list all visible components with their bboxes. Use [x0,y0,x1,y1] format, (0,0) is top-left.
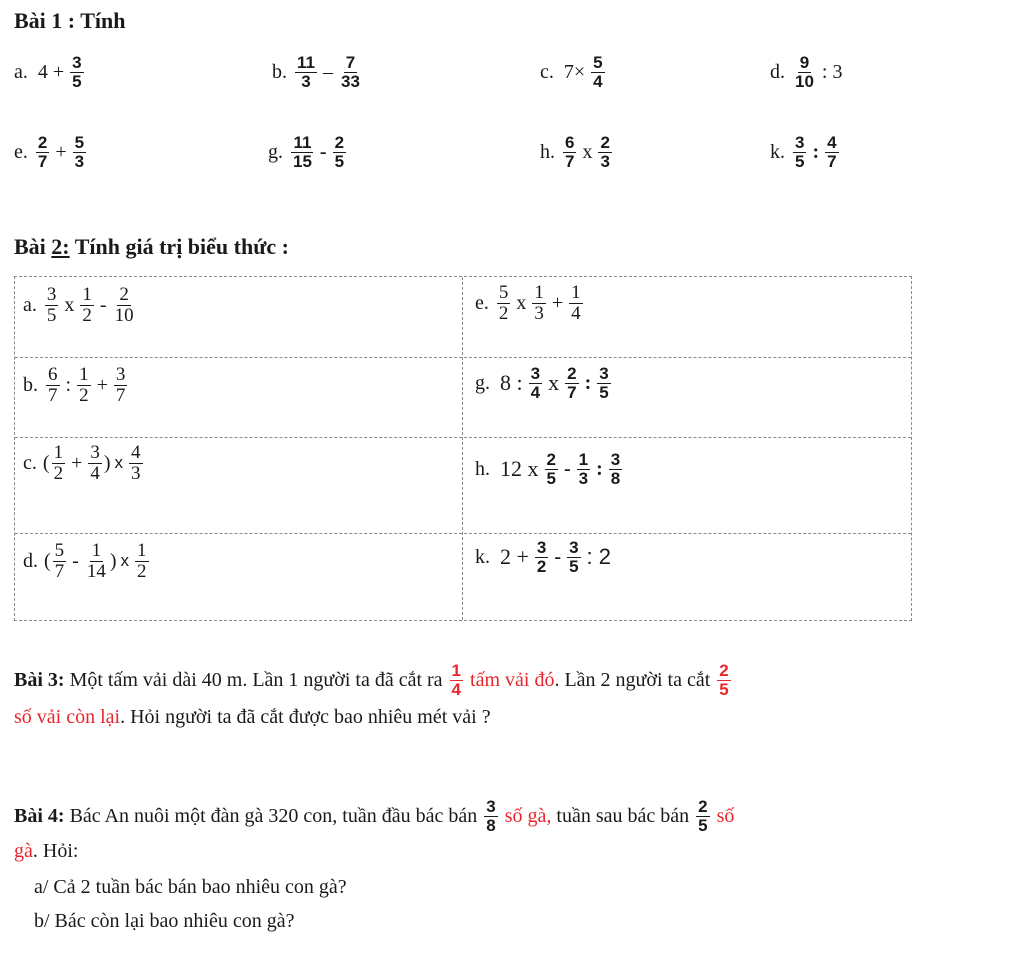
cell-c [23,443,145,484]
bai1-item-e [14,134,88,171]
fraction: $\frac{3}{5}$ [795,133,805,171]
item-label: h. [540,140,555,163]
column-divider [462,277,463,620]
operator: x [582,140,593,163]
fraction: $\frac{5}{7}$ [54,540,65,582]
operator: : [812,140,820,163]
fraction: $\frac{3}{4}$ [90,442,100,484]
expr-text: 4 + [37,60,65,83]
item-label: b. [23,373,38,396]
bai4-label: Bài 4: [14,805,65,828]
bai1-item-k [770,134,841,171]
fraction: $\frac{3}{4}$ [530,364,541,402]
fraction: $\frac{2}{5}$ [546,450,556,488]
item-label: e. [14,140,28,163]
item-label: c. [23,451,37,474]
expr-text: : 2 [586,544,611,570]
item-label: k. [770,140,785,163]
text: Bác An nuôi một đàn gà 320 con, tuần đầu bác bán [64,805,483,828]
question-a: a/ Cả 2 tuần bác bán bao nhiêu con gà? [34,875,347,898]
fraction: $\frac{11}{3}$ [297,53,315,91]
cell-g [475,365,613,402]
operator: - [99,293,107,316]
bai1-item-c [540,54,607,91]
operator: + [55,140,67,163]
operator: - [563,457,571,480]
cell-k [475,539,615,576]
fraction: $\frac{1}{4}$ [571,282,581,324]
expr-text: 8 : [500,370,523,396]
expr-text: : 3 [821,60,843,83]
bai1-item-d [770,54,846,91]
item-label: e. [475,291,489,314]
fraction: $\frac{5}{2}$ [498,282,509,324]
text: tuần sau bác bán [551,805,695,828]
bai1-item-b [272,54,364,91]
fraction: $\frac{7}{33}$ [340,53,360,91]
expr-text: 7× [563,60,586,83]
fraction: $\frac{2}{10}$ [114,284,134,326]
item-label: d. [23,549,38,572]
bai1-item-a [14,54,86,91]
text: . Hỏi: [32,839,79,862]
text: . Lần 2 người ta cắt [554,669,716,692]
fraction: $\frac{6}{7}$ [48,364,58,406]
operator: x [548,370,560,396]
paren: ( [42,451,50,474]
row-divider [15,357,911,358]
bai3-label: Bài 3: [14,669,65,692]
paren: ) [103,451,111,474]
question-b: b/ Bác còn lại bao nhiêu con gà? [34,909,295,932]
fraction: $\frac{3}{2}$ [536,538,547,576]
fraction: $\frac{4}{7}$ [827,133,837,171]
paren: ) [109,549,117,572]
fraction: $\frac{2}{7}$ [567,364,577,402]
bai1-item-g [268,134,348,171]
operator: : [596,457,603,480]
fraction: $\frac{11}{15}$ [293,133,312,171]
text: . Hỏi người ta đã cắt được bao nhiêu mét vải ? [120,705,491,728]
fraction: $\frac{1}{2}$ [53,442,64,484]
operator: x [120,551,130,571]
item-label: d. [770,60,785,83]
operator: – [322,60,333,83]
fraction: $\frac{5}{4}$ [593,53,603,91]
fraction: $\frac{1}{14}$ [86,540,106,582]
operator: - [72,549,79,572]
fraction: $\frac{1}{3}$ [578,450,589,488]
highlight-text: số vải còn lại [14,705,121,728]
cell-b [23,365,129,406]
operator: + [71,451,83,474]
item-label: b. [272,60,287,83]
cell-e [475,283,585,324]
operator: x [114,453,124,473]
bai2-table [14,276,912,621]
item-label: g. [268,140,283,163]
fraction: $\frac{2}{7}$ [37,133,48,171]
row-divider [15,533,911,534]
highlight-text: tấm vải đó [465,669,555,692]
row-divider [15,437,911,438]
operator: - [319,140,327,163]
paren: ( [44,549,51,572]
cell-d [23,541,151,582]
fraction: $\frac{3}{5}$ [72,53,82,91]
operator: : [65,373,72,396]
item-label: g. [475,371,490,394]
text: Một tấm vải dài 40 m. Lần 1 người ta đã cắt ra [64,669,448,692]
fraction: $\frac{4}{3}$ [131,442,141,484]
expr-text: 12 x [500,456,539,482]
operator: + [551,291,564,314]
fraction: $\frac{5}{3}$ [74,133,85,171]
operator: - [554,545,562,568]
bai4-paragraph [14,798,1014,933]
operator: + [96,373,108,396]
fraction: $\frac{2}{5}$ [719,661,729,699]
highlight-text: gà [14,839,33,862]
fraction: $\frac{3}{5}$ [599,364,609,402]
bai1-title: Bài 1 : Tính [14,8,126,33]
fraction: $\frac{9}{10}$ [795,53,814,91]
fraction: $\frac{3}{8}$ [610,450,621,488]
bai2-title: Bài 2: Tính giá trị biểu thức : [14,234,290,259]
operator: : [584,371,592,394]
fraction: $\frac{1}{2}$ [79,364,89,406]
highlight-text: số [711,805,735,828]
bai1-item-h [540,134,614,171]
fraction: $\frac{2}{5}$ [334,133,345,171]
fraction: $\frac{1}{2}$ [82,284,92,326]
cell-a [23,285,138,326]
fraction: $\frac{1}{3}$ [534,282,544,324]
fraction: $\frac{1}{4}$ [451,661,462,699]
item-label: h. [475,457,490,480]
fraction: $\frac{3}{5}$ [46,284,57,326]
item-label: k. [475,545,490,568]
cell-h [475,451,624,488]
item-label: a. [23,293,37,316]
operator: x [64,293,75,316]
fraction: $\frac{1}{2}$ [137,540,147,582]
item-label: c. [540,60,554,83]
fraction: $\frac{3}{8}$ [486,797,496,835]
highlight-text: số gà, [499,805,552,828]
bai3-paragraph [14,662,1014,729]
fraction: $\frac{6}{7}$ [565,133,575,171]
fraction: $\frac{3}{7}$ [115,364,126,406]
item-label: a. [14,60,28,83]
fraction: $\frac{2}{3}$ [600,133,610,171]
operator: x [516,291,527,314]
fraction: $\frac{2}{5}$ [698,797,708,835]
expr-text: 2 + [500,544,529,570]
fraction: $\frac{3}{5}$ [569,538,579,576]
